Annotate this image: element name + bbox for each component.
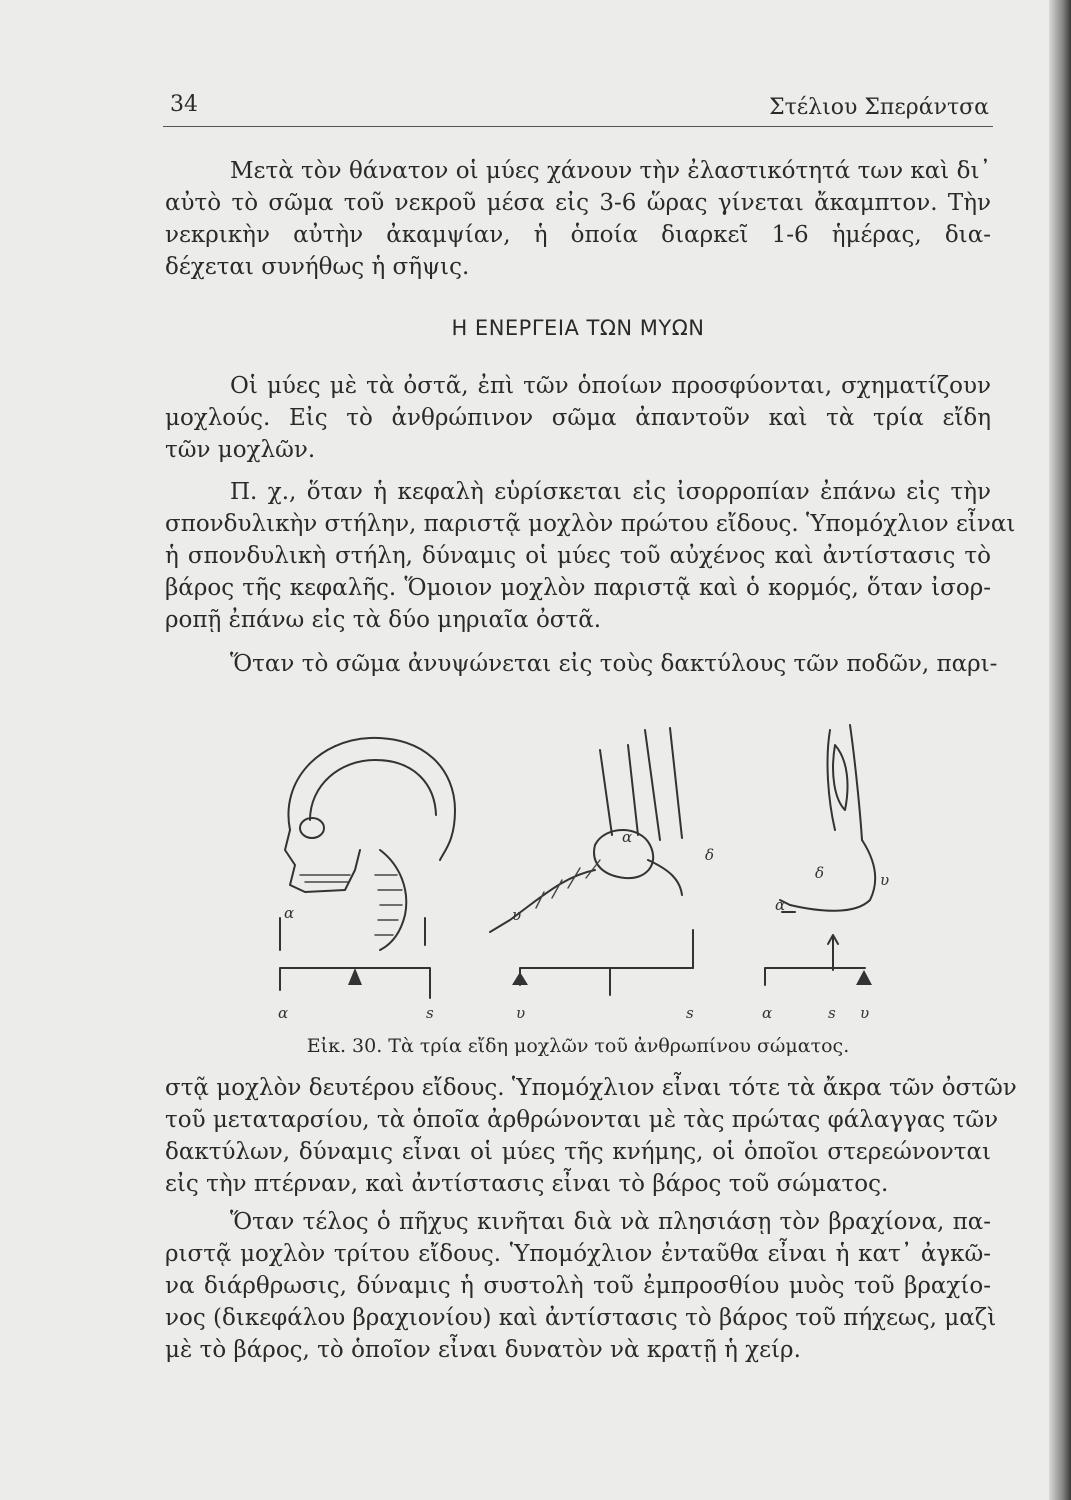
- third-class-lever-drawing: [762, 725, 889, 1022]
- fulcrum-2: [512, 972, 528, 985]
- paragraph-3: [165, 476, 1016, 636]
- label-upsilon-2: υ: [512, 906, 522, 924]
- force-arrow-3: [828, 935, 838, 970]
- text-line: μὲ τὸ βάρος, τὸ ὁποῖον εἶναι δυνατὸν νὰ κρατῇ ἡ χείρ.: [165, 1337, 801, 1363]
- foot-bones: [536, 860, 600, 908]
- heel: [648, 860, 682, 895]
- text-line: δακτύλων, δύναμις εἶναι οἱ μύες τῆς κνήμης, οἱ ὁποῖοι στερεώνονται: [165, 1139, 991, 1165]
- label-alpha-bottom-3: α: [762, 1004, 773, 1022]
- label-delta-3: δ: [815, 864, 825, 882]
- label-alpha-3: α: [775, 896, 786, 914]
- label-alpha-2: α: [622, 828, 633, 846]
- humerus: [828, 725, 862, 840]
- label-upsilon-bottom: υ: [516, 1004, 526, 1022]
- text-line: νεκρικὴν αὐτὴν ἀκαμψίαν, ἡ ὁποία διαρκεῖ 1-6 ἡμέρας, δια-: [165, 222, 991, 248]
- section-heading: Η ΕΝΕΡΓΕΙΑ ΤΩΝ ΜΥΩΝ: [451, 316, 705, 340]
- text-line: ριστᾷ μοχλὸν τρίτου εἴδους. Ὑπομόχλιον ἐνταῦθα εἶναι ἡ κατ᾽ ἀγκῶ-: [165, 1241, 991, 1267]
- text-line: Οἱ μύες μὲ τὰ ὀστᾶ, ἐπὶ τῶν ὁποίων προσφύονται, σχηματίζουν: [230, 373, 991, 399]
- eye-socket: [300, 818, 324, 838]
- paragraph-4: [165, 648, 998, 680]
- text-line: τῶν μοχλῶν.: [165, 437, 316, 463]
- text-line: εἰς τὴν πτέρναν, καὶ ἀντίστασις εἶναι τὸ βάρος τοῦ σώματος.: [165, 1171, 889, 1197]
- label-upsilon-3: υ: [880, 871, 890, 889]
- text-line: σπονδυλικὴν στήλην, παριστᾷ μοχλὸν πρώτου εἴδους. Ὑπομόχλιον εἶναι: [165, 511, 1016, 537]
- text-line: στᾷ μοχλὸν δευτέρου εἴδους. Ὑπομόχλιον εἶναι τότε τὰ ἄκρα τῶν ὀστῶν: [165, 1075, 1017, 1101]
- running-head: Στέλιου Σπεράντσα: [769, 95, 989, 120]
- text-line: δέχεται συνήθως ἡ σῆψις.: [165, 254, 470, 280]
- elbow: [790, 840, 875, 911]
- fulcrum-3: [856, 970, 872, 985]
- text-line: βάρος τῆς κεφαλῆς. Ὅμοιον μοχλὸν παριστᾷ καὶ ὁ κορμός, ὅταν ἰσορ-: [165, 575, 991, 601]
- paragraph-5: [165, 1072, 1017, 1200]
- paragraph-2: [165, 370, 991, 466]
- paragraph-6: [165, 1206, 997, 1366]
- text-line: νος (δικεφάλου βραχιονίου) καὶ ἀντίστασις τὸ βάρος τοῦ πήχεως, μαζὶ: [165, 1305, 997, 1331]
- paragraph-1: [165, 155, 991, 283]
- page-edge-shadow: [1049, 0, 1071, 1500]
- vertebrae: [375, 875, 402, 935]
- metatarsals: [490, 870, 595, 932]
- label-s-3: s: [828, 1004, 836, 1022]
- text-line: τοῦ μεταταρσίου, τὰ ὁποῖα ἀρθρώνονται μὲ τὰς πρώτας φάλαγγας τῶν: [165, 1107, 999, 1133]
- text-line: μοχλούς. Εἰς τὸ ἀνθρώπινον σῶμα ἀπαντοῦν καὶ τὰ τρία εἴδη: [165, 405, 991, 431]
- label-alpha: α: [284, 904, 295, 922]
- leg-bones: [600, 728, 682, 840]
- label-upsilon-bottom-3: υ: [860, 1004, 870, 1022]
- text-line: ροπῇ ἐπάνω εἰς τὰ δύο μηριαῖα ὀστᾶ.: [165, 607, 602, 633]
- text-line: αὐτὸ τὸ σῶμα τοῦ νεκροῦ μέσα εἰς 3-6 ὥρας γίνεται ἄκαμπτον. Τὴν: [165, 190, 991, 216]
- fulcrum-1: [348, 968, 362, 985]
- header-rule: [163, 126, 993, 127]
- text-line: να διάρθρωσις, δύναμις ἡ συστολὴ τοῦ ἐμπροσθίου μυὸς τοῦ βραχίο-: [165, 1273, 991, 1299]
- text-line: Μετὰ τὸν θάνατον οἱ μύες χάνουν τὴν ἐλαστικότητά των καὶ δι᾽: [230, 158, 991, 184]
- label-alpha-bottom: α: [278, 1004, 289, 1022]
- text-line: Ὅταν τέλος ὁ πῆχυς κινῆται διὰ νὰ πλησιάσῃ τὸν βραχίονα, πα-: [230, 1209, 991, 1235]
- label-delta-2: δ: [705, 846, 715, 864]
- text-line: ἡ σπονδυλικὴ στήλη, δύναμις οἱ μύες τοῦ αὐχένος καὶ ἀντίστασις τὸ: [165, 543, 991, 569]
- label-s-1: s: [426, 1004, 434, 1022]
- figure-caption: Εἰκ. 30. Τὰ τρία εἴδη μοχλῶν τοῦ ἀνθρωπίνου σώματος.: [306, 1035, 850, 1057]
- text-line: Π. χ., ὅταν ἡ κεφαλὴ εὑρίσκεται εἰς ἰσορροπίαν ἐπάνω εἰς τὴν: [230, 479, 991, 505]
- page-number: 34: [170, 92, 198, 117]
- second-class-lever-drawing: [490, 728, 714, 1022]
- levers-figure: [250, 700, 910, 1030]
- lever-bar-2: [520, 968, 693, 985]
- biceps: [833, 745, 847, 810]
- teeth: [300, 875, 350, 882]
- first-class-lever-drawing: [278, 738, 455, 1022]
- label-s-2: s: [686, 1004, 694, 1022]
- skull-inner: [310, 760, 436, 820]
- text-line: Ὅταν τὸ σῶμα ἀνυψώνεται εἰς τοὺς δακτύλους τῶν ποδῶν, παρι-: [230, 651, 998, 677]
- face-outline: [285, 830, 360, 892]
- lever-bar-3: [765, 968, 865, 985]
